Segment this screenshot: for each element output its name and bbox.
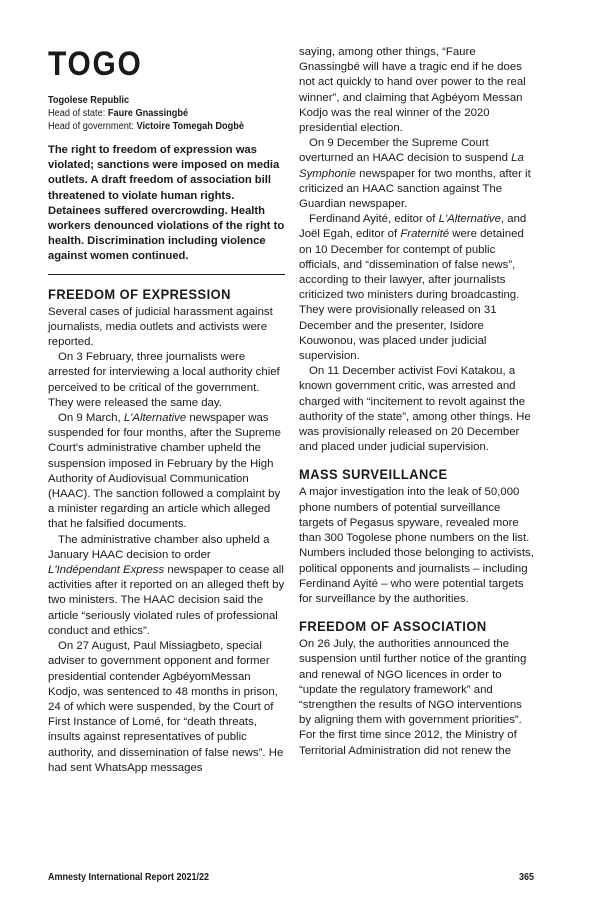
paragraph: A major investigation into the leak of 50,000 phone numbers of potential surveillance targets of Pegasus spyware, revealed more than 300 Togolese phone numbers on the list. Numbers included those belonging to activists, political opponents and journalists – including Ferdinand Ayité – who were potential targets for surveillance by the authorities. bbox=[299, 486, 534, 605]
head-of-government: Victoire Tomegah Dogbè bbox=[136, 121, 245, 132]
paragraph: Ferdinand Ayité, editor of L'Alternative, and Joël Egah, editor of Fraternité were detained on 10 December for contempt of public officials, and “dissemination of false news”, according to their lawyer, after journalists criticized two ministers during broadcasting. They were provisionally released on 31 December and the presenter, Isidore Kouwonou, was placed under judicial supervision. bbox=[299, 213, 527, 363]
country-title: TOGO bbox=[48, 45, 143, 83]
paragraph: The administrative chamber also upheld a January HAAC decision to order L'Indépendant Express newspaper to cease all activities after it reported on an alleged theft by two ministers. The HAAC decision said the article “seriously violated rules of professional conduct and ethics”. bbox=[48, 533, 285, 637]
head-of-state-line: Head of state: Faure Gnassingbé bbox=[48, 108, 189, 119]
summary: The right to freedom of expression was violated; sanctions were imposed on media outlets. A draft freedom of association bill threatened to violate human rights. Detainees suffered overcrowding. Health workers denounced violations of the right to health. Discrimination including violence against women continued. bbox=[48, 143, 285, 275]
heading-freedom-of-association: FREEDOM OF ASSOCIATION bbox=[299, 618, 487, 635]
paragraph: On 3 February, three journalists were arrested for interviewing a local authority chief perceived to be critical of the government. They were released the same day. bbox=[48, 351, 280, 409]
paragraph: On 9 December the Supreme Court overturned an HAAC decision to suspend La Symphonie newspaper for two months, after it criticized an HAAC sanction against The Guardian newspaper. bbox=[299, 137, 531, 211]
heading-freedom-of-expression: FREEDOM OF EXPRESSION bbox=[48, 285, 231, 302]
paragraph: On 27 August, Paul Missiagbeto, special adviser to government opponent and former presidential contender AgbéyomMessan Kodjo, was sentenced to 48 months in prison, 24 of which were suspended, by the Court of First Instance of Lomé, for “death threats, insults against representatives of public authority, and dissemination of false news”. He had sent WhatsApp messages bbox=[48, 640, 284, 774]
country-facts bbox=[48, 94, 287, 133]
heading-mass-surveillance: MASS SURVEILLANCE bbox=[299, 466, 448, 483]
footer-report-title: Amnesty International Report 2021/22 bbox=[48, 872, 210, 883]
paragraph: On 9 March, L'Alternative newspaper was suspended for four months, after the Supreme Court's administrative chamber upheld the suspension imposed in February by the High Authority of Audiovisual Communication (HAAC). The sanction followed a complaint by a minister regarding an article which alleged that he falsified documents. bbox=[48, 412, 282, 531]
left-column bbox=[48, 46, 285, 776]
head-of-government-line: Head of government: Victoire Tomegah Dogbè bbox=[48, 121, 245, 132]
paragraph: On 11 December activist Fovi Katakou, a known government critic, was arrested and charged with “incitement to revolt against the authority of the state”, among other things. He was provisionally released on 20 December and placed under judicial supervision. bbox=[299, 365, 531, 454]
right-column bbox=[299, 46, 536, 759]
head-of-state: Faure Gnassingbé bbox=[107, 108, 189, 119]
official-name: Togolese Republic bbox=[48, 95, 130, 106]
paragraph: On 26 July, the authorities announced the suspension until further notice of the granting and renewal of NGO licences in order to “update the regulatory framework” and “strengthen the results of NGO interventions by aligning them with government priorities”. For the first time since 2012, the Ministry of Territorial Administration did not renew the bbox=[299, 638, 527, 757]
paragraph-continued: saying, among other things, “Faure Gnassingbé will have a tragic end if he does not act quickly to hand over power to the real winner”, and claiming that Agbéyom Messan Kodjo was the real winner of the 2020 presidential election. bbox=[299, 46, 526, 135]
page-number: 365 bbox=[519, 872, 535, 883]
paragraph: Several cases of judicial harassment against journalists, media outlets and activists were reported. bbox=[48, 305, 273, 349]
